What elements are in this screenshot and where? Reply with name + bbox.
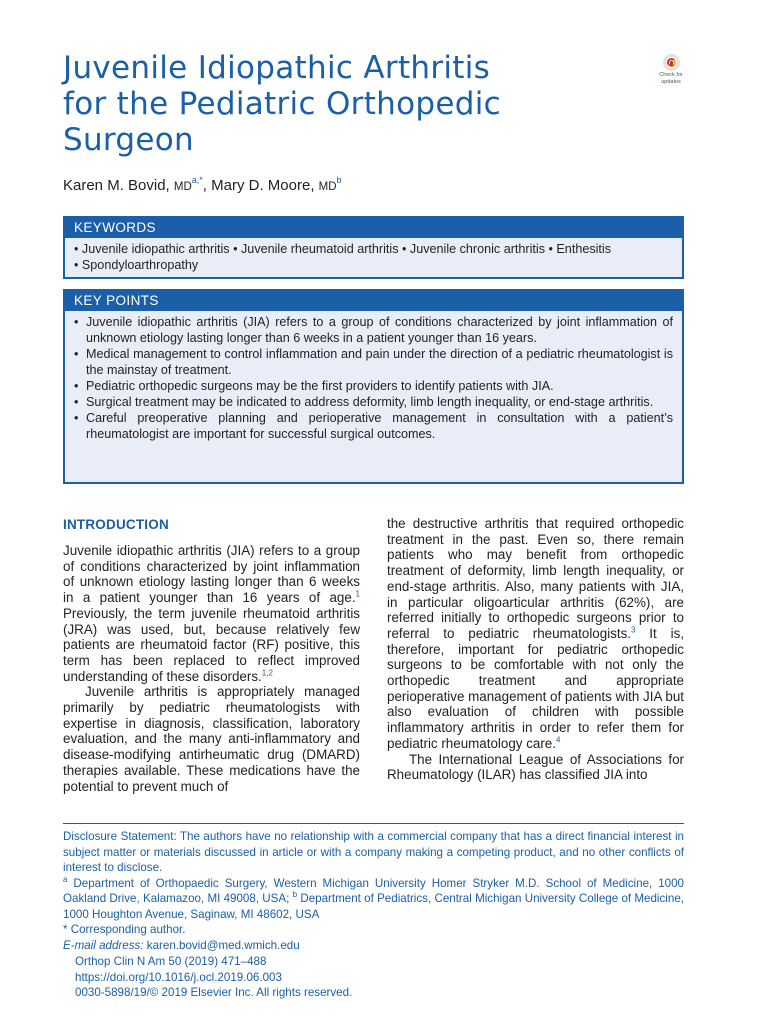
introduction-heading: INTRODUCTION [63,517,169,532]
author-2-affiliation-mark[interactable]: b [336,175,342,185]
intro-paragraph-3 [387,516,684,752]
article-title [63,50,623,158]
disclosure-statement: Disclosure Statement: The authors have no relationship with a commercial company that has a direct financial interest in subject matter or materials discussed in article or with a company making a competing product, and no other conflicts of interest to disclose. [63,830,684,874]
title-line-3: Surgeon [63,122,194,158]
key-point-item: • Pediatric orthopedic surgeons may be the first providers to identify patients with JIA. [74,378,673,394]
title-line-1: Juvenile Idiopathic Arthritis [63,50,491,86]
keywords-line-2: • Spondyloarthropathy [74,258,199,272]
affiliation-b: Department of Pediatrics, Central Michigan University College of Medicine, 1000 Houghton Avenue, Saginaw, MI 48602, USA [63,892,684,921]
author-1-degree: MD [173,181,192,193]
email-line [63,938,684,954]
doi-link[interactable]: https://doi.org/10.1016/j.ocl.2019.06.003 [75,970,282,984]
affiliation-a-mark: a [63,874,68,884]
keywords-heading: KEYWORDS [65,218,682,238]
intro-p3-text-b: It is, therefore, important for pediatric orthopedic surgeons to be comfortable with not only the orthopedic treatment and appropriate perioperative management of patients with JIA but also evaluation of children with possible inflammatory arthritis in order to refer them for pediatric rheumatology care. [387,625,684,751]
intro-paragraph-4: The International League of Associations for Rheumatology (ILAR) has classified JIA into [387,751,684,783]
right-column [387,516,684,783]
title-line-2: for the Pediatric Orthopedic [63,86,501,122]
badge-text-2: updates [661,79,681,85]
citation-ref[interactable]: 3 [631,625,636,635]
email-label: E-mail address: [63,938,144,952]
citation-ref[interactable]: 1,2 [261,668,273,678]
affiliation-a: Department of Orthopaedic Surgery, Western Michigan University Homer Stryker M.D. School of Medicine, 1000 Oakland Drive, Kalamazoo, MI 49008, USA; [63,876,684,905]
intro-paragraph-2: Juvenile arthritis is appropriately managed primarily by pediatric rheumatologists with expertise in diagnosis, classification, laboratory evaluation, and the many anti-inflammatory and disease-modifying antirheumatic drug (DMARD) therapies available. These medications have the potential to prevent much of [63,684,360,794]
author-2-name: , Mary D. Moore, [202,177,315,194]
affiliation-b-mark: b [292,890,298,900]
keywords-box [63,216,684,279]
email-link[interactable]: karen.bovid@med.wmich.edu [143,938,300,952]
keywords-line-1: • Juvenile idiopathic arthritis • Juvenile rheumatoid arthritis • Juvenile chronic arthritis • Enthesitis [74,242,612,256]
journal-citation: Orthop Clin N Am 50 (2019) 471–488 [75,955,267,968]
intro-p1-text-a: Juvenile idiopathic arthritis (JIA) refers to a group of conditions characterized by joint inflammation of unknown etiology lasting longer than 6 weeks in a patient younger than 16 years of age. [63,543,360,606]
key-points-list [74,314,673,442]
author-1-name: Karen M. Bovid, [63,177,170,194]
intro-p3-text-a: the destructive arthritis that required orthopedic treatment in the past. Even so, there remain patients who may benefit from orthopedic treatment of deformity, limb length inequality, or end-stage arthritis. Also, many patients with JIA, in particular oligoarticular arthritis (62%), are referred initially to orthopedic surgeons prior to referral to pediatric rheumatologists. [387,516,684,641]
keywords-list [65,238,682,276]
key-point-item: • Careful preoperative planning and perioperative management in consultation with a patient’s rheumatologist are important for successful surgical outcomes. [74,410,673,442]
citation-ref[interactable]: 1 [355,589,360,599]
author-1-affiliation-mark[interactable]: a,* [191,175,203,185]
key-point-item: • Juvenile idiopathic arthritis (JIA) refers to a group of conditions characterized by joint inflammation of unknown etiology lasting longer than 6 weeks in a patient younger than 16 years. [74,314,673,346]
key-points-box [63,289,684,484]
citation-block [75,954,352,1001]
intro-paragraph-1 [63,543,360,684]
footnote-divider [63,823,684,824]
key-points-heading: KEY POINTS [65,291,682,311]
author-line [63,176,342,194]
affiliations [63,876,684,923]
key-points-body [65,311,682,445]
citation-ref[interactable]: 4 [555,735,561,745]
left-column [63,516,360,794]
intro-p1-text-b: Previously, the term juvenile rheumatoid arthritis (JRA) was used, but, because relatively few patients are rheumatoid factor (RF) positive, this term has been replaced to reflect improved understanding of these disorders. [63,605,360,684]
check-for-updates-badge[interactable] [651,54,691,90]
crossmark-icon [663,54,680,71]
key-point-item: • Surgical treatment may be indicated to address deformity, limb length inequality, or end-stage arthritis. [74,394,673,410]
footnotes [63,829,684,953]
key-point-item: • Medical management to control inflammation and pain under the direction of a pediatric rheumatologist is the mainstay of treatment. [74,346,673,378]
corresponding-author: * Corresponding author. [63,923,186,936]
copyright-line: 0030-5898/19/© 2019 Elsevier Inc. All rights reserved. [75,986,353,999]
author-2-degree: MD [318,181,337,193]
badge-text-1: Check for [659,72,683,78]
